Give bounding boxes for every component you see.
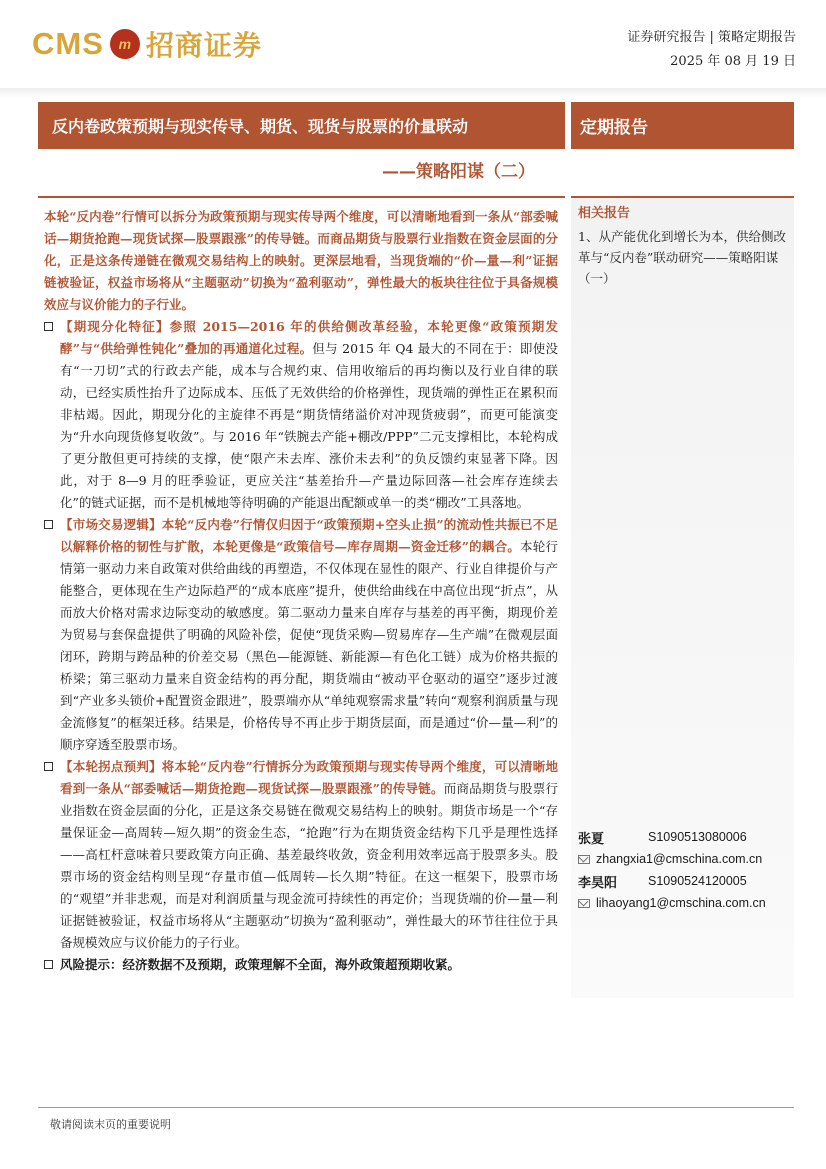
author-email[interactable]: lihaoyang1@cmschina.com.cn [596, 896, 766, 910]
brand-logo [32, 24, 262, 64]
author-name: 张夏 [578, 831, 605, 847]
author-row [578, 826, 793, 848]
mail-icon [578, 855, 590, 864]
report-date: 2025 年 08 月 19 日 [670, 54, 796, 69]
bullet-item-trading [44, 514, 558, 756]
bullet-highlight: 【本轮拐点预判】将本轮“反内卷”行情拆分为政策预期与现实传导两个维度，可以清晰地看到一条从“部委喊话—期货抢跑—现货试探—股票跟涨”的传导链。 [60, 759, 558, 796]
related-reports-title: 相关报告 [578, 206, 631, 221]
bullet-highlight: 【市场交易逻辑】本轮“反内卷”行情仅归因于“政策预期+空头止损”的流动性共振已不足以解释价格的韧性与扩散，本轮更像是“政策信号—库存周期—资金迁移”的耦合。 [60, 517, 558, 554]
author-license-id: S1090524120005 [648, 874, 747, 888]
bullet-text: 但与 2015 年 Q4 最大的不同在于：即使没有“一刀切”式的行政去产能，成本与合规约束、信用收缩后的再均衡以及行业自律的联动，已经实质性抬升了边际成本、压低了无效供给的价格弹性，现货端的弹性正在累积而非枯竭。因此，期现分化的主旋律不再是“期货情绪溢价对冲现货疲弱”，而更可能演变为“升水向现货修复收敛”。与 2016 年“铁腕去产能+棚改/PPP”二元支撑相比，本轮构成了更分散但更可持续的支撑，使“限产未去库、涨价未去利”的负反馈约束显著下降。因此，对于 8—9 月的旺季验证，更应关注“基差抬升—产量边际回落—社会库存连续去化”的链式证据，而不是机械地等待明确的产能退出配额或单一的类“棚改”工具落地。 [60, 341, 558, 510]
related-report-link[interactable]: 1、从产能优化到增长为本，供给侧改革与“反内卷”联动研究——策略阳谋（一） [578, 229, 786, 286]
author-license-id: S1090513080006 [648, 830, 747, 844]
checkbox-bullet-icon [44, 762, 53, 771]
header-shadow [0, 88, 826, 98]
mail-icon [578, 899, 590, 908]
bullet-highlight: 【期现分化特征】参照 2015—2016 年的供给侧改革经验，本轮更像“政策预期发酵”与“供给弹性钝化”叠加的再通道化过程。 [60, 319, 558, 356]
logo-latin-text: CMS [32, 26, 104, 61]
logo-mark-icon: m [110, 29, 140, 59]
author-name: 李昊阳 [578, 875, 618, 891]
author-email-row [578, 892, 793, 914]
side-banner-label: 定期报告 [580, 118, 648, 138]
main-content [44, 206, 558, 976]
side-divider [571, 196, 794, 198]
bullet-item-risk [44, 954, 558, 976]
report-type: 证券研究报告 | 策略定期报告 [627, 30, 796, 45]
author-row [578, 870, 793, 892]
logo-chinese-text: 招商证券 [145, 29, 262, 62]
lead-paragraph: 本轮“反内卷”行情可以拆分为政策预期与现实传导两个维度，可以清晰地看到一条从“部委喊话—期货抢跑—现货试探—股票跟涨”的传导链。而商品期货与股票行业指数在资金层面的分化，正是这条传递链在微观交易结构上的映射。更深层地看，当现货端的“价—量—利”证据链被验证，权益市场将从“主题驱动”切换为“盈利驱动”，弹性最大的板块往往位于具备规模效应与议价能力的子行业。 [44, 209, 558, 312]
bullet-text: 而商品期货与股票行业指数在资金层面的分化，正是这条交易链在微观交易结构上的映射。期货市场是一个“存量保证金—高周转—短久期”的资金生态，“抢跑”行为在期货资金结构下几乎是理性选择——高杠杆意味着只要政策方向正确、基差最终收敛，资金利用效率远高于股票多头。股票市场的资金结构则呈现“存量市值—低周转—长久期”特征。在这一框架下，股票市场的“观望”并非悲观，而是对利润质量与现金流可持续性的再定价；当现货端的价—量—利证据链被验证，权益市场将从“主题驱动”切换为“盈利驱动”，弹性最大的环节往往位于具备规模效应与议价能力的子行业。 [60, 781, 558, 950]
footer-notice: 敬请阅读末页的重要说明 [50, 1118, 171, 1131]
checkbox-bullet-icon [44, 960, 53, 969]
report-subtitle: ——策略阳谋（二） [382, 162, 535, 182]
report-title: 反内卷政策预期与现实传导、期货、现货与股票的价量联动 [52, 117, 469, 136]
bullet-item-turning-point [44, 756, 558, 954]
risk-warning: 风险提示：经济数据不及预期，政策理解不全面，海外政策超预期收紧。 [60, 957, 461, 972]
author-email-row [578, 848, 793, 870]
author-email[interactable]: zhangxia1@cmschina.com.cn [596, 852, 763, 866]
checkbox-bullet-icon [44, 322, 53, 331]
author-block [578, 826, 793, 914]
bullet-text: 本轮行情第一驱动力来自政策对供给曲线的再塑造，不仅体现在显性的限产、行业自律提价与产能整合，更体现在生产边际趋严的“成本底座”提升，使供给曲线在中高位出现“折点”，从而放大价格对需求边际变动的敏感度。第二驱动力量来自库存与基差的再平衡，期现价差为贸易与套保盘提供了明确的风险补偿，促使“现货采购—贸易库存—生产端”在微观层面闭环，跨期与跨品种的价差交易（黑色—能源链、新能源—有色化工链）成为价格共振的桥梁；第三驱动力量来自资金结构的再分配，期货端由“被动平仓驱动的逼空”逐步过渡到“产业多头锁价+配置资金跟进”，股票端亦从“单纯观察需求量”转向“观察利润质量与现金流修复”的框架迁移。结果是，价格传导不再止步于期货层面，而是通过“价—量—利”的顺序穿透至股票市场。 [60, 539, 558, 752]
bullet-item-period [44, 316, 558, 514]
checkbox-bullet-icon [44, 520, 53, 529]
main-divider [38, 196, 565, 198]
footer-divider [38, 1107, 794, 1108]
